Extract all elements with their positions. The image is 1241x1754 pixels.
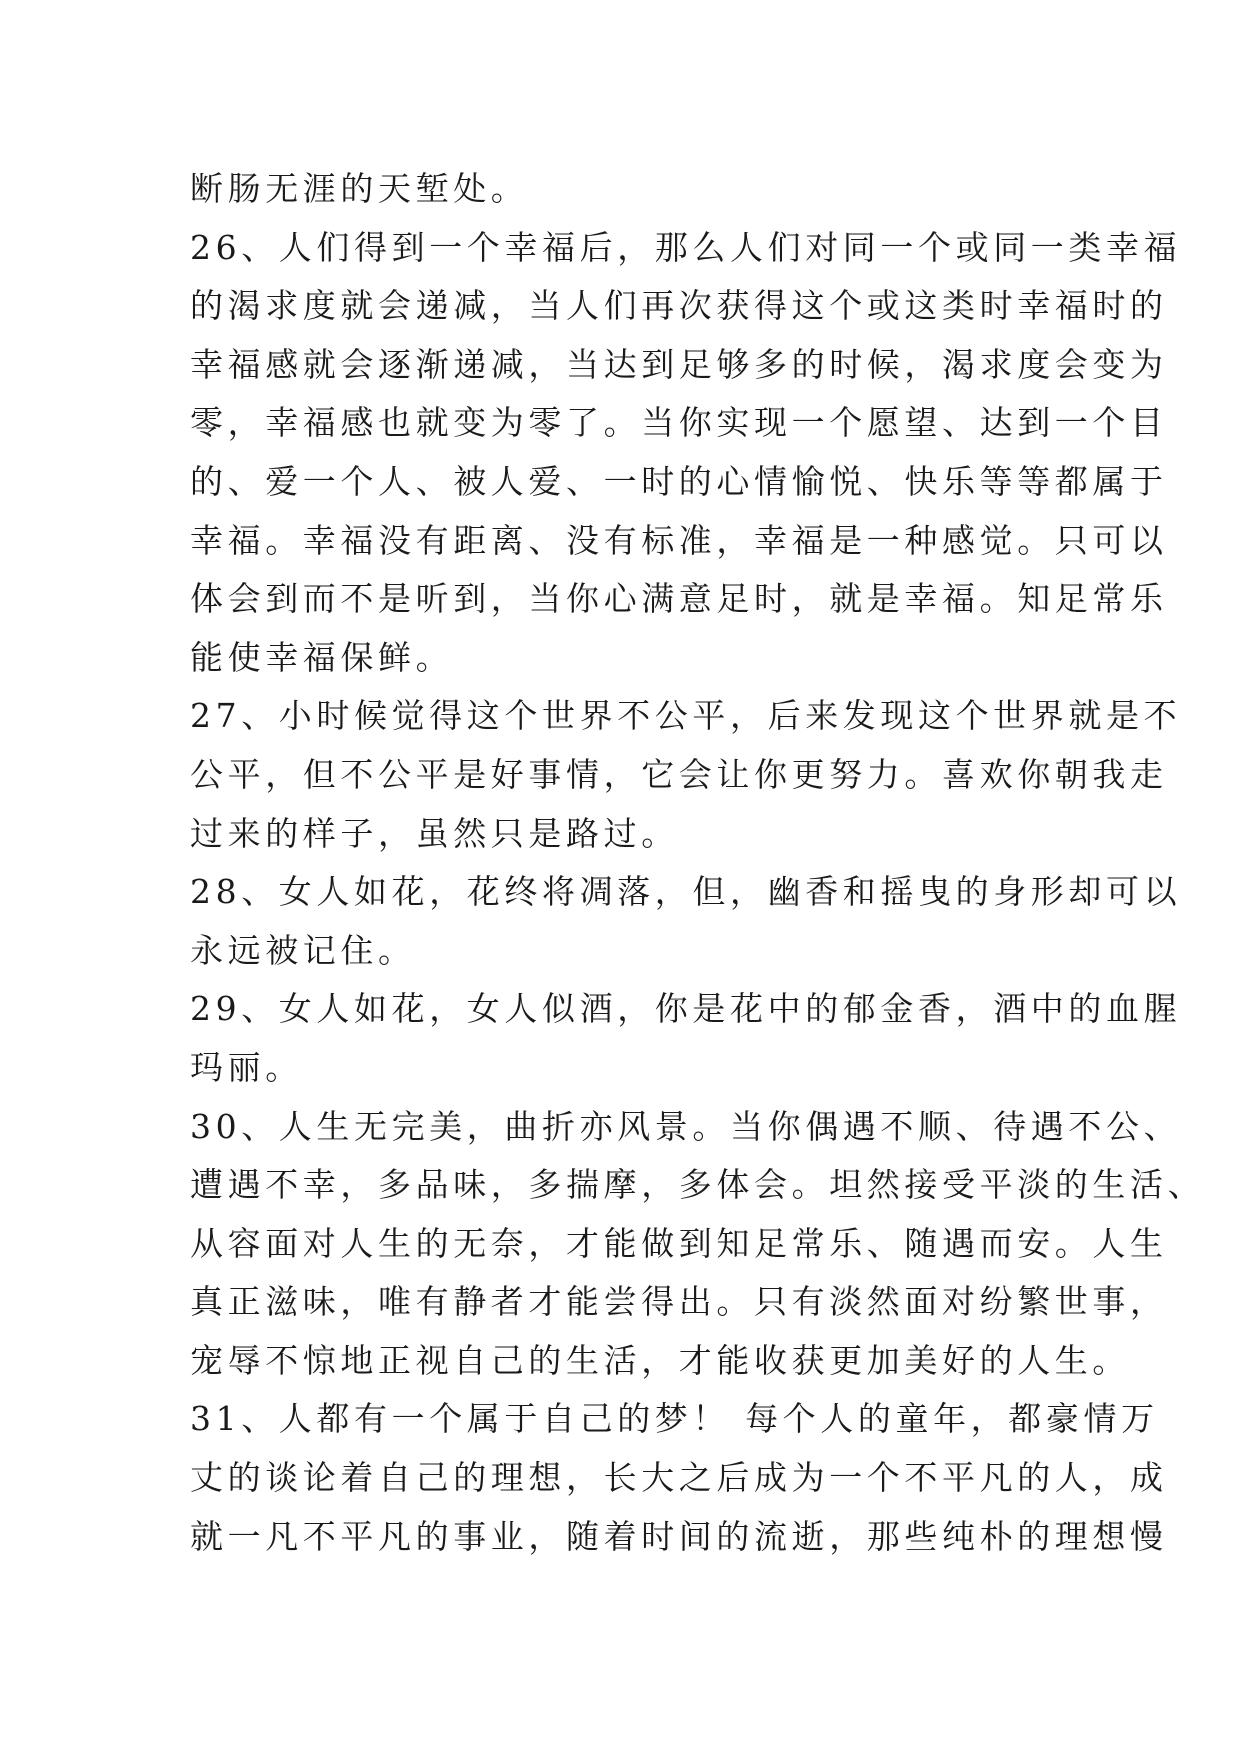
text-line: 30、人生无完美，曲折亦风景。当你偶遇不顺、待遇不公、 [190,1106,1182,1146]
text-line: 能使幸福保鲜。 [190,637,454,677]
text-line: 公平，但不公平是好事情，它会让你更努力。喜欢你朝我走 [190,754,1168,794]
text-line: 28、女人如花，花终将凋落，但，幽香和摇曳的身形却可以 [190,872,1182,912]
text-line: 丈的谈论着自己的理想，长大之后成为一个不平凡的人，成 [190,1458,1168,1498]
text-line: 幸福感就会逐渐递减，当达到足够多的时候，渴求度会变为 [190,344,1168,384]
text-line: 的、爱一个人、被人爱、一时的心情愉悦、快乐等等都属于 [190,461,1168,501]
text-line: 体会到而不是听到，当你心满意足时，就是幸福。知足常乐 [190,579,1168,619]
text-line: 遭遇不幸，多品味，多揣摩，多体会。坦然接受平淡的生活、 [190,1165,1206,1205]
text-line: 的渴求度就会递减，当人们再次获得这个或这类时幸福时的 [190,286,1168,326]
text-line: 永远被记住。 [190,930,416,970]
text-line: 31、人都有一个属于自己的梦！ 每个人的童年，都豪情万 [190,1399,1159,1439]
document-body [190,160,1206,1566]
text-line: 真正滋味，唯有静者才能尝得出。只有淡然面对纷繁世事， [190,1282,1168,1322]
text-line: 从容面对人生的无奈，才能做到知足常乐、随遇而安。人生 [190,1223,1168,1263]
text-line: 26、人们得到一个幸福后，那么人们对同一个或同一类幸福 [190,227,1182,267]
text-line: 幸福。幸福没有距离、没有标准，幸福是一种感觉。只可以 [190,520,1168,560]
text-line: 玛丽。 [190,1047,303,1087]
text-line: 过来的样子，虽然只是路过。 [190,813,679,853]
text-line: 27、小时候觉得这个世界不公平，后来发现这个世界就是不 [190,696,1182,736]
text-line: 宠辱不惊地正视自己的生活，才能收获更加美好的人生。 [190,1340,1130,1380]
text-line: 29、女人如花，女人似酒，你是花中的郁金香，酒中的血腥 [190,989,1182,1029]
text-line: 零，幸福感也就变为零了。当你实现一个愿望、达到一个目 [190,403,1168,443]
text-line: 就一凡不平凡的事业，随着时间的流逝，那些纯朴的理想慢 [190,1516,1168,1556]
text-line: 断肠无涯的天堑处。 [190,169,529,208]
